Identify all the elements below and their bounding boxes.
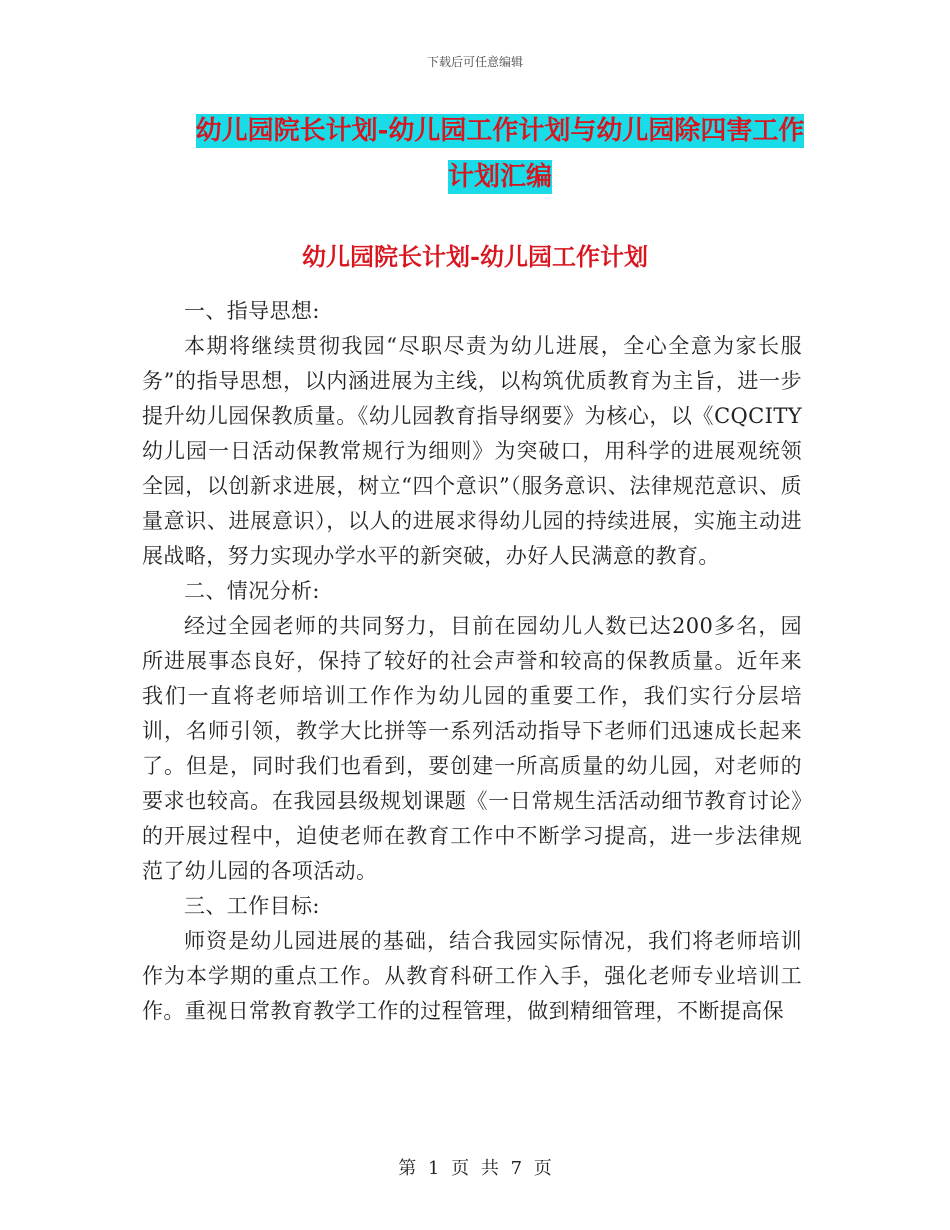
document-body <box>142 294 802 1029</box>
heading-guiding-ideology: 一、指导思想: <box>184 299 320 323</box>
heading-work-goals: 三、工作目标: <box>184 894 320 918</box>
paragraph-guiding-ideology: 本期将继续贯彻我园“尽职尽责为幼儿进展，全心全意为家长服务”的指导思想，以内涵进展为主线，以构筑优质教育为主旨，进一步提升幼儿园保教质量。《幼儿园教育指导纲要》为核心，以《CQCITY幼儿园一日活动保教常规行为细则》为突破口，用科学的进展观统领全园，以创新求进展，树立“四个意识”（服务意识、法律规范意识、质量意识、进展意识），以人的进展求得幼儿园的持续进展，实施主动进展战略，努力实现办学水平的新突破，办好人民满意的教育。 <box>142 334 802 568</box>
header-note: 下载后可任意编辑 <box>426 55 523 69</box>
title-line-1: 幼儿园院长计划-幼儿园工作计划与幼儿园除四害工作 <box>195 116 805 146</box>
document-title <box>140 108 860 200</box>
heading-situation-analysis: 二、情况分析: <box>184 579 320 603</box>
paragraph-work-goals: 师资是幼儿园进展的基础，结合我园实际情况，我们将老师培训作为本学期的重点工作。从教育科研工作入手，强化老师专业培训工作。重视日常教育教学工作的过程管理，做到精细管理，不断提高保 <box>142 929 802 1023</box>
section-subtitle: 幼儿园院长计划-幼儿园工作计划 <box>302 242 648 271</box>
page-footer: 第 1 页 共 7 页 <box>398 1158 552 1179</box>
paragraph-situation-analysis: 经过全园老师的共同努力，目前在园幼儿人数已达200多名，园所进展事态良好，保持了较好的社会声誉和较高的保教质量。近年来我们一直将老师培训工作作为幼儿园的重要工作，我们实行分层培训，名师引领，教学大比拼等一系列活动指导下老师们迅速成长起来了。但是，同时我们也看到，要创建一所高质量的幼儿园，对老师的要求也较高。在我园县级规划课题《一日常规生活活动细节教育讨论》的开展过程中，迫使老师在教育工作中不断学习提高，进一步法律规范了幼儿园的各项活动。 <box>142 614 802 883</box>
title-line-2: 计划汇编 <box>447 162 552 192</box>
